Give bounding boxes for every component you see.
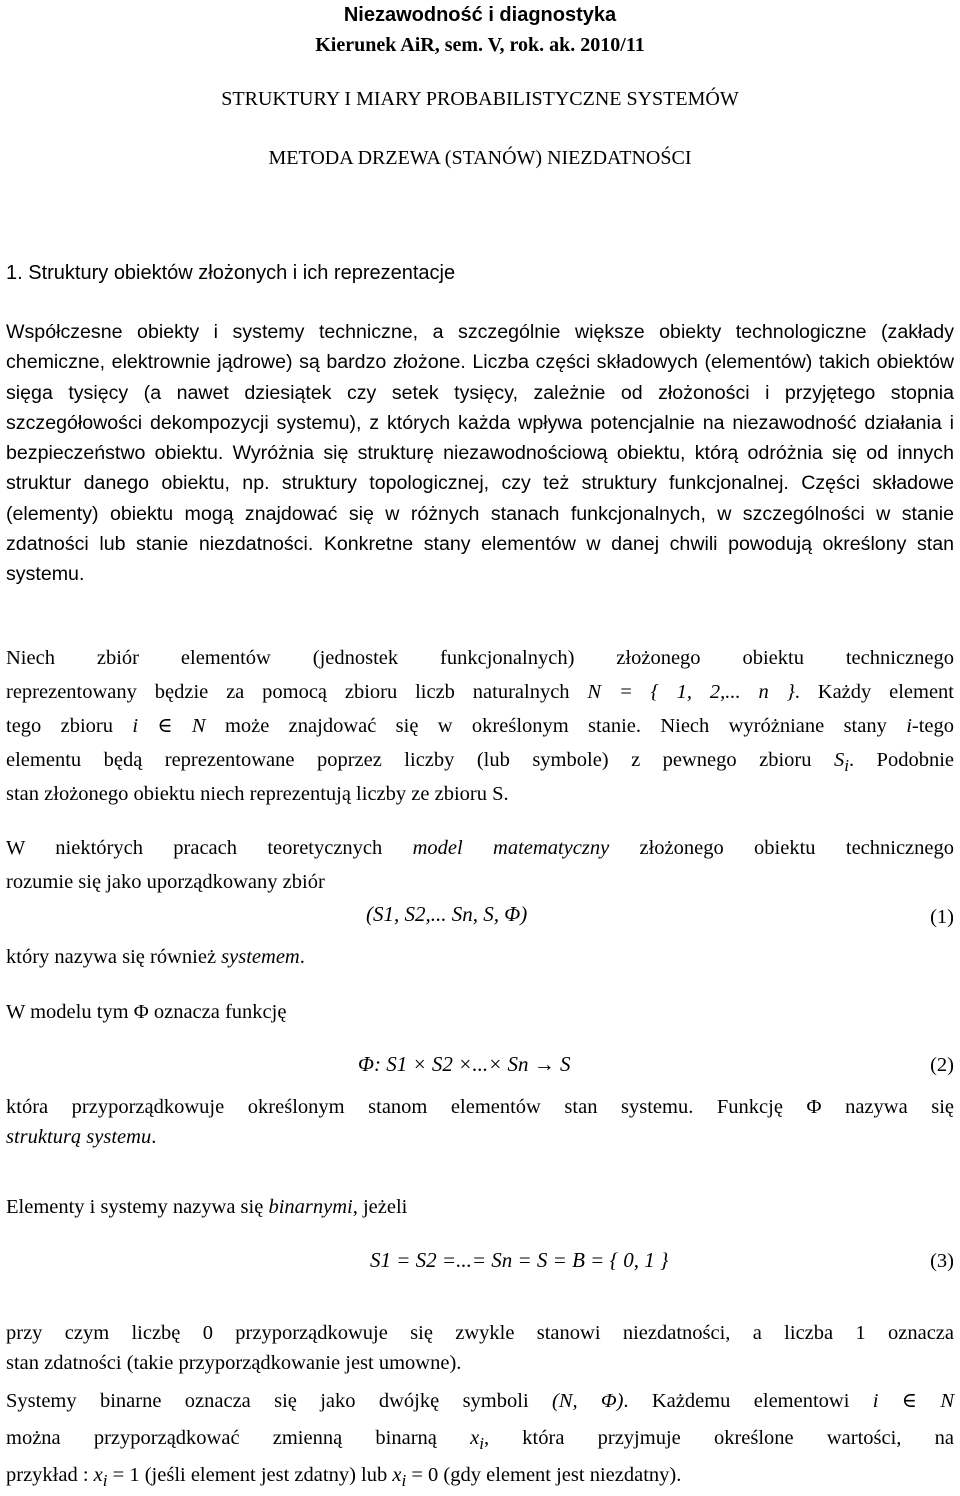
element-membership: i ∈ N (132, 715, 206, 737)
binary-system-line-2: można przyporządkować zmienną binarną $x_i$, która przyjmuje określone wartości, na (6, 1427, 954, 1454)
binary-assignment-line-1: przy czym liczbę 0 przyporządkowuje się zwykle stanowi niezdatności, a liczba 1 oznacza (6, 1322, 954, 1344)
equation-1: (S1, S2,... Sn, S, Φ) (366, 902, 528, 926)
equation-3: S1 = S2 =...= Sn = S = B = { 0, 1 } (370, 1248, 669, 1272)
system-definition-line: który nazywa się również systemem. (6, 946, 305, 968)
paragraph-intro: Współczesne obiekty i systemy techniczne, a szczególnie większe obiekty technologiczne (zakłady chemiczne, elektrownie jądrowe) są bardzo złożone. Liczba części składowych (elementów) takich obiektów sięga tysięcy (a nawet dziesiątek czy setek tysięcy, zależnie od złożoności i przyjętego stopnia szczegółowości dekompozycji systemu), z których każda wpływa potencjalnie na niezawodność działania i bezpieczeństwo obiektu. Wyróżnia się strukturę niezawodnościową obiektu, którą odróżnia się od innych struktur danego obiektu, np. struktury topologicznej, czy też struktury funkcjonalnej. Części składowe (elementy) obiektu mogą znajdować się w różnych stanach funkcjonalnych, w szczególności w stanie zdatności lub stanie niezdatności. Konkretne stany elementów w danej chwili powodują określony stan systemu. (6, 321, 954, 586)
p3-line-1: W niektórych pracach teoretycznych model matematyczny złożonego obiektu technicznego (6, 837, 955, 859)
p2-line-2: reprezentowany będzie za pomocą zbioru liczb naturalnych N = { 1, 2,... n }. Każdy element (6, 681, 955, 703)
document-subtitle: METODA DRZEWA (STANÓW) NIEZDATNOŚCI (268, 147, 692, 169)
p3-line-2: rozumie się jako uporządkowany zbiór (6, 871, 325, 893)
structure-definition-line-2: strukturą systemu. (6, 1126, 157, 1148)
equation-1-number: (1) (930, 906, 954, 928)
course-info: Kierunek AiR, sem. V, rok. ak. 2010/11 (315, 34, 645, 56)
phi-function-line: W modelu tym Φ oznacza funkcję (6, 1001, 287, 1023)
section-heading: 1. Struktury obiektów złożonych i ich reprezentacje (6, 262, 456, 284)
p2-line-4: elementu będą reprezentowane poprzez liczby (lub symbole) z pewnego zbioru $S_i$. Podobnie (6, 749, 954, 776)
document-title: STRUKTURY I MIARY PROBABILISTYCZNE SYSTEMÓW (221, 88, 739, 110)
equation-2-number: (2) (930, 1054, 954, 1076)
paragraph-model (6, 831, 954, 899)
equation-2: Φ: S1 × S2 ×...× Sn → S (358, 1052, 571, 1076)
paragraph-set-definition (6, 641, 954, 811)
p2-line-3: tego zbioru i ∈ N może znajdować się w określonym stanie. Niech wyróżniane stany i-tego (6, 715, 955, 737)
structure-definition-line-1: która przyporządkowuje określonym stanom elementów stan systemu. Funkcję Φ nazywa się (6, 1096, 954, 1118)
binary-system-line-3: przykład : $x_i = 1$ (jeśli element jest zdatny) lub $x_i = 0$ (gdy element jest niezdatny). (6, 1464, 682, 1491)
equation-3-number: (3) (930, 1250, 954, 1272)
binary-definition-line: Elementy i systemy nazywa się binarnymi, jeżeli (6, 1196, 408, 1218)
binary-assignment-line-2: stan zdatności (takie przyporządkowanie jest umowne). (6, 1352, 462, 1374)
binary-system-line-1: Systemy binarne oznacza się jako dwójkę symboli (N, Φ). Każdemu elementowi i ∈ N (6, 1390, 955, 1412)
p2-line-5: stan złożonego obiektu niech reprezentują liczby ze zbioru S. (6, 783, 509, 805)
course-title: Niezawodność i diagnostyka (343, 4, 617, 26)
p2-line-1: Niech zbiór elementów (jednostek funkcjonalnych) złożonego obiektu technicznego (6, 647, 954, 669)
set-n-formula: N = { 1, 2,... n } (587, 681, 795, 703)
